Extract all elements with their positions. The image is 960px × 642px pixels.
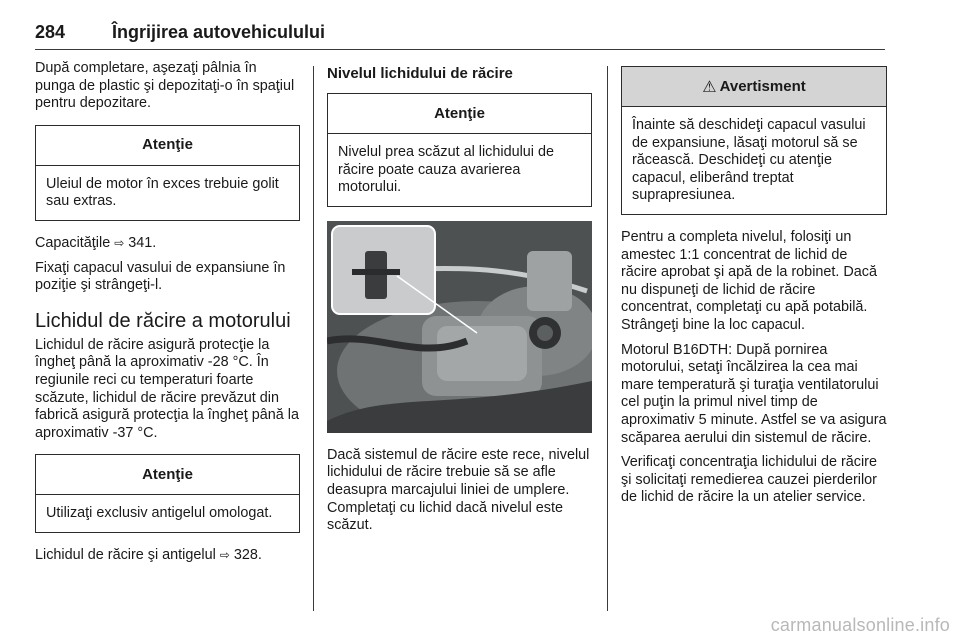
arrow-right-icon: ⇨: [114, 235, 125, 250]
caution-box-antifreeze: [35, 454, 300, 533]
warning-title-bar: [622, 67, 886, 107]
running-title: Îngrijirea autovehiculului: [112, 22, 326, 42]
caution-title: Atenţie: [36, 455, 299, 495]
column-middle: [327, 60, 592, 542]
after-photo-paragraph: Dacă sistemul de răcire este rece, nivelul lichidului de răcire trebuie să se afle deasupra marcajului liniei de umplere. Completaţi cu lichid dacă nivelul este scăzut.: [327, 446, 590, 534]
caution-body: Uleiul de motor în exces trebuie golit sau extras.: [46, 175, 279, 210]
intro-paragraph: După completare, aşezaţi pâlnia în punga de plastic şi depozitaţi-o în spaţiul pentru depozitare.: [35, 60, 295, 112]
caution-body: Utilizaţi exclusiv antigelul omologat.: [46, 505, 273, 522]
antifreeze-text: Lichidul de răcire şi antigelul: [35, 546, 216, 563]
section-title: Lichidul de răcire a motorului: [35, 309, 291, 332]
header-rule: [35, 49, 885, 50]
column-divider: [607, 66, 608, 611]
cap-fix-paragraph: Fixaţi capacul vasului de expansiune în poziţie şi strângeţi-l.: [35, 259, 286, 294]
caution-title: Atenţie: [328, 94, 591, 134]
column-right: [621, 60, 887, 514]
warning-body: Înainte să deschideţi capacul vasului de expansiune, lăsaţi motorul să se răcească. Deschideţi cu atenţie capacul, eliberând treptat suprapresiunea.: [632, 117, 866, 204]
caution-title: Atenţie: [36, 126, 299, 166]
arrow-right-icon: ⇨: [219, 547, 230, 562]
page-number: 284: [35, 22, 66, 42]
capacities-text: Capacităţile: [35, 234, 111, 251]
capacities-ref-link[interactable]: 341.: [128, 234, 157, 251]
page-header: [35, 22, 885, 52]
section-body: Lichidul de răcire asigură protecţie la îngheţ până la aproximativ -28 °C. În regiunile reci cu temperaturi foarte scăzute, lichidul de răcire prevăzut din fabrică asigură protecţia la îngheţ până la aproximativ -37 °C.: [35, 336, 299, 441]
caution-body: Nivelul prea scăzut al lichidului de răcire poate cauza avarierea motorului.: [338, 144, 554, 196]
coolant-level-subtitle: Nivelul lichidului de răcire: [327, 65, 513, 82]
antifreeze-ref-link[interactable]: 328.: [233, 546, 262, 563]
fill-paragraph: Pentru a completa nivelul, folosiţi un amestec 1:1 concentrat de lichid de răcire aprobat şi apă de la robinet. Dacă nu dispuneţi de lichid de răcire concentrat, completaţi cu apă potabilă. Strângeţi bine la loc capacul.: [621, 228, 877, 333]
concentration-paragraph: Verificaţi concentraţia lichidului de răcire şi solicitaţi remedierea cauzei pierderilor de lichid de răcire la un atelier service.: [621, 454, 877, 506]
column-left: [35, 60, 300, 572]
warning-title: Avertisment: [719, 77, 806, 95]
engine-bay-photo: [327, 221, 592, 433]
engine-bay-photo-graphic: [327, 221, 592, 433]
watermark: carmanualsonline.info: [770, 615, 950, 635]
caution-box-level: [327, 93, 592, 207]
caution-box-oil: [35, 125, 300, 221]
warning-box: [621, 66, 887, 215]
antifreeze-paragraph: [35, 547, 300, 565]
column-divider: [313, 66, 314, 611]
engine-b16dth-paragraph: Motorul B16DTH: După pornirea motorului, setaţi încălzirea la cea mai mare temperatură şi turaţia ventilatorului cel puţin la primul nivel timp de aproximativ 5 minute. Astfel se va asigura scăparea aerului din sistemul de răcire.: [621, 341, 887, 446]
warning-triangle-icon: ⚠: [702, 76, 717, 96]
capacities-paragraph: [35, 235, 300, 253]
